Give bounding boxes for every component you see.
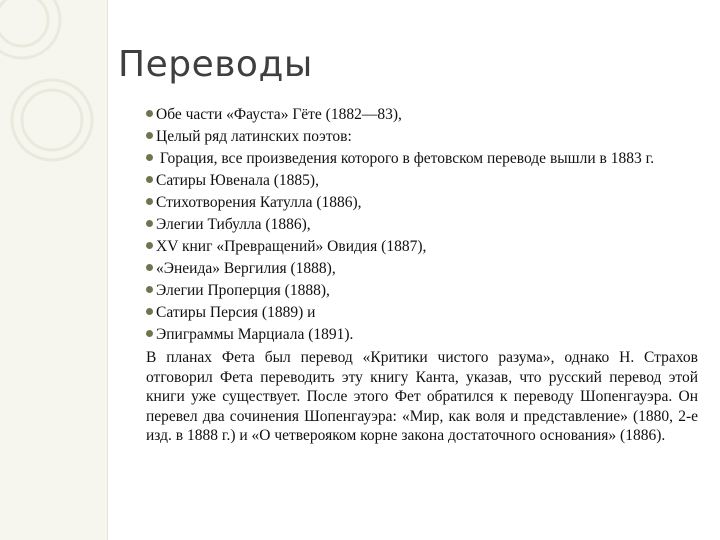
list-item-text: Целый ряд латинских поэтов: bbox=[156, 128, 352, 145]
list-item-text: Сатиры Персия (1889) и bbox=[156, 304, 316, 321]
bullet-icon bbox=[146, 110, 153, 117]
list-item bbox=[146, 126, 698, 148]
list-item bbox=[146, 192, 698, 214]
slide-content bbox=[146, 104, 698, 446]
list-item bbox=[146, 236, 698, 258]
bullet-icon bbox=[146, 308, 153, 315]
bullet-icon bbox=[146, 132, 153, 139]
list-item-text: «Энеида» Вергилия (1888), bbox=[156, 260, 336, 277]
bullet-icon bbox=[146, 242, 153, 249]
decorative-circles bbox=[0, 0, 108, 540]
list-item-text: Сатиры Ювенала (1885), bbox=[156, 172, 319, 189]
list-item bbox=[146, 104, 698, 126]
bullet-icon bbox=[146, 330, 153, 337]
translations-list bbox=[146, 104, 698, 346]
list-item bbox=[146, 170, 698, 192]
bullet-icon bbox=[146, 220, 153, 227]
schopenhauer-paragraph: В планах Фета был перевод «Критики чистого разума», однако Н. Страхов отговорил Фета переводить эту книгу Канта, указав, что русский перевод этой книги уже существует. После этого Фет обратился к переводу Шопенгауэра. Он перевел два сочинения Шопенгауэра: «Мир, как воля и представление» (1880, 2-е изд. в 1888 г.) и «О четверояком корне закона достаточного основания» (1886). bbox=[146, 349, 698, 444]
bullet-icon bbox=[146, 176, 153, 183]
bullet-icon bbox=[146, 154, 153, 161]
list-item-text: Горация, все произведения которого в фетовском переводе вышли в 1883 г. bbox=[156, 150, 655, 167]
list-item-text: Эпиграммы Марциала (1891). bbox=[156, 326, 354, 343]
list-item-text: Стихотворения Катулла (1886), bbox=[156, 194, 362, 211]
bullet-icon bbox=[146, 264, 153, 271]
list-item bbox=[146, 302, 698, 324]
list-item-text: XV книг «Превращений» Овидия (1887), bbox=[156, 238, 427, 255]
list-item-text: Элегии Тибулла (1886), bbox=[156, 216, 311, 233]
list-item bbox=[146, 280, 698, 302]
list-item bbox=[146, 214, 698, 236]
bullet-icon bbox=[146, 286, 153, 293]
list-item-text: Элегии Проперция (1888), bbox=[156, 282, 330, 299]
list-item bbox=[146, 258, 698, 280]
bullet-icon bbox=[146, 198, 153, 205]
list-item bbox=[146, 148, 698, 170]
list-item bbox=[146, 324, 698, 346]
list-item-text: Обе части «Фауста» Гёте (1882—83), bbox=[156, 106, 402, 123]
slide-title: Переводы bbox=[118, 44, 313, 85]
